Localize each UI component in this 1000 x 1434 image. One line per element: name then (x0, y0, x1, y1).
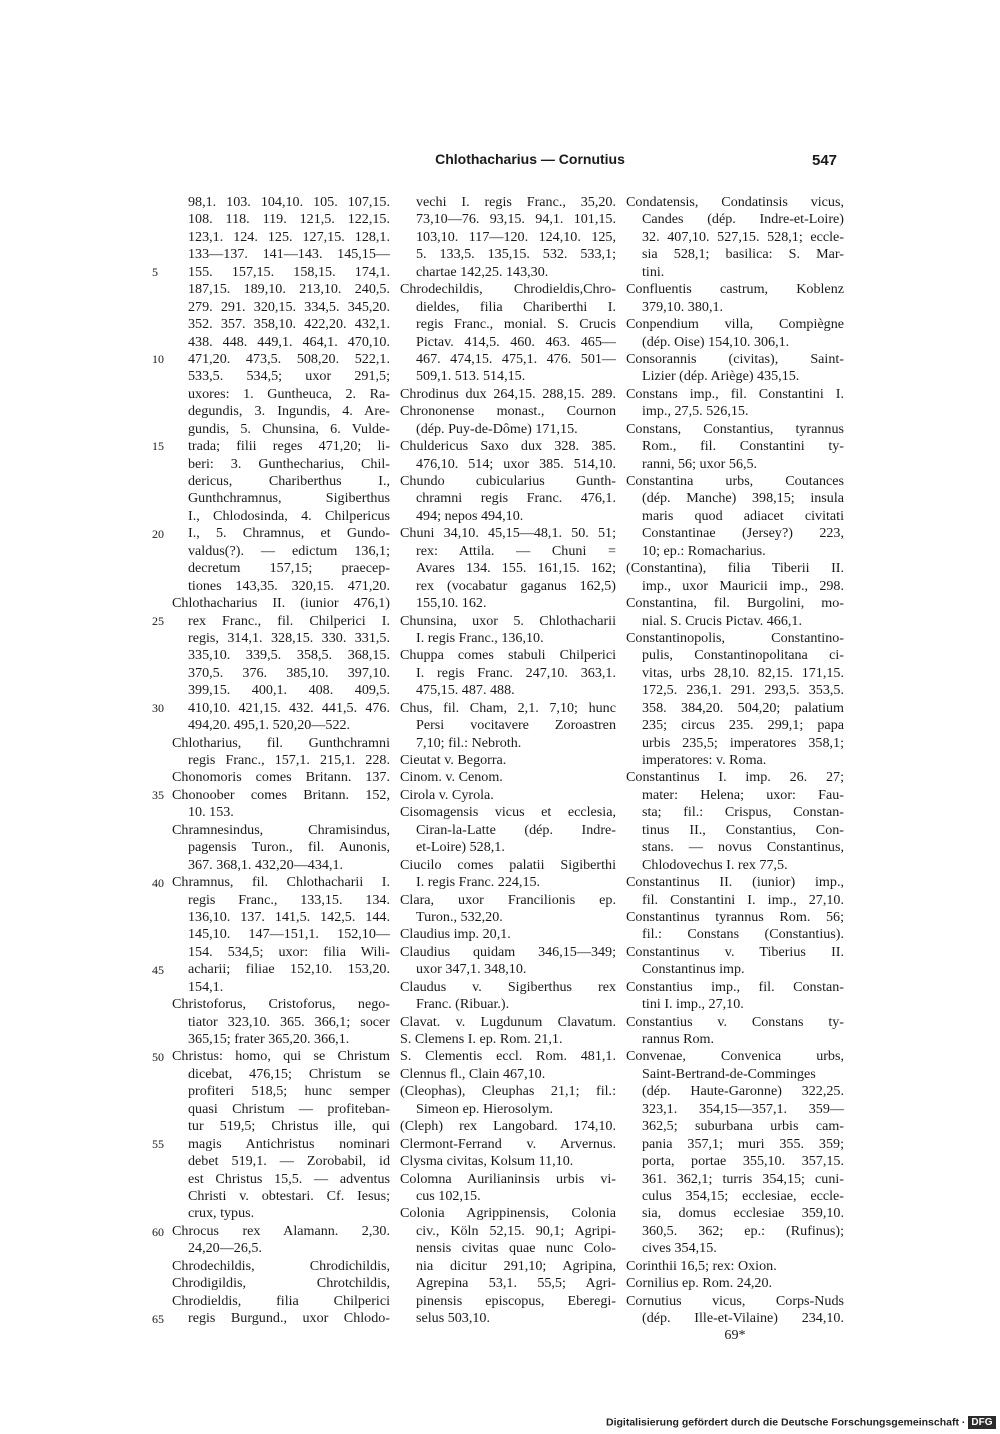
index-line: 494; nepos 494,10. (416, 507, 524, 524)
margin-line-number: 40 (152, 875, 164, 890)
index-line: (dép. Manche) 398,15; insula (642, 490, 844, 507)
index-line: 10. 153. (188, 804, 234, 821)
index-line: 154. 534,5; uxor: filia Wili- (188, 943, 390, 960)
index-line: imperatores: v. Roma. (642, 752, 767, 768)
digitization-footer (606, 1416, 996, 1429)
margin-line-number: 20 (152, 526, 164, 541)
index-line: pagensis Turon., fil. Aunonis, (188, 839, 390, 856)
index-line: Lizier (dép. Ariège) 435,15. (642, 368, 800, 385)
index-line: Convenae, Convenica urbs, (626, 1048, 844, 1065)
index-line: 370,5. 376. 385,10. 397,10. (188, 664, 390, 681)
index-line: Chunsina, uxor 5. Chlothacharii (400, 612, 616, 629)
index-line: Constantius v. Constans ty- (626, 1013, 844, 1030)
index-line: 155. 157,15. 158,15. 174,1. (188, 263, 390, 280)
index-line: 123,1. 124. 125. 127,15. 128,1. (188, 228, 390, 245)
index-line: 103,10. 117—120. 124,10. 125, (416, 228, 616, 245)
index-line: Clara, uxor Francilionis ep. (400, 891, 616, 908)
index-line: Chramnus, fil. Chlothacharii I. (172, 874, 390, 891)
page-header (0, 151, 1000, 175)
index-column-2 (400, 194, 616, 1327)
index-line: fil.: Constans (Constantius). (642, 926, 844, 943)
index-line: gundis, 5. Chunsina, 6. Vulde- (188, 420, 390, 437)
index-line: imp., uxor Mauricii imp., 298. (642, 577, 844, 594)
index-line: Cirola v. Cyrola. (400, 786, 494, 803)
index-line: 335,10. 339,5. 358,5. 368,15. (188, 647, 390, 664)
index-line: 32. 407,10. 527,15. 528,1; eccle- (642, 228, 844, 245)
index-line: profiteri 518,5; hunc semper (188, 1083, 390, 1100)
index-line: Avares 134. 155. 161,15. 162; (416, 560, 616, 577)
index-line: Cornilius ep. Rom. 24,20. (626, 1275, 773, 1292)
index-line: nia dicitur 291,10; Agripina, (416, 1257, 616, 1274)
index-line: mater: Helena; uxor: Fau- (642, 786, 844, 803)
page-number: 547 (812, 152, 838, 169)
index-line: Chlodovechus I. rex 77,5. (642, 856, 788, 873)
index-column-1 (172, 194, 390, 1327)
index-line: Ciran-la-Latte (dép. Indre- (416, 821, 616, 838)
index-line: rex (vocabatur gaganus 162,5) (416, 577, 616, 594)
index-line: 438. 448. 449,1. 464,1. 470,10. (188, 333, 390, 350)
index-line: magis Antichristus nominari (188, 1135, 390, 1152)
index-line: Constantinopolis, Constantino- (626, 629, 844, 646)
index-line: Chrocus rex Alamann. 2,30. (172, 1222, 390, 1239)
index-line: ranni, 56; uxor 56,5. (642, 455, 758, 472)
index-line: 533,5. 534,5; uxor 291,5; (188, 368, 390, 385)
margin-line-number: 55 (152, 1137, 164, 1152)
index-line: 509,1. 513. 514,15. (416, 368, 526, 385)
margin-line-number: 15 (152, 439, 164, 454)
index-column-3 (626, 194, 844, 1345)
index-line: degundis, 3. Ingundis, 4. Are- (188, 403, 390, 420)
index-line: 136,10. 137. 141,5. 142,5. 144. (188, 908, 390, 925)
index-line: nensis civitas quae nunc Colo- (416, 1240, 616, 1257)
index-line: Claudius imp. 20,1. (400, 926, 511, 943)
index-line: 24,20—26,5. (188, 1240, 262, 1257)
index-line: dicebat, 476,15; Christum se (188, 1065, 390, 1082)
index-line: 467. 474,15. 475,1. 476. 501— (416, 350, 616, 367)
index-line: 73,10—76. 93,15. 94,1. 101,15. (416, 211, 616, 228)
index-line: I., Chlodosinda, 4. Chilpericus (188, 507, 390, 524)
index-line: I., 5. Chramnus, et Gundo- (188, 525, 390, 542)
index-line: 475,15. 487. 488. (416, 682, 515, 699)
index-line: Consorannis (civitas), Saint- (626, 350, 844, 367)
index-line: S. Clemens I. ep. Rom. 21,1. (400, 1031, 563, 1047)
index-line: 362,5; suburbana urbis cam- (642, 1118, 844, 1135)
index-line: Saint-Bertrand-de-Comminges (642, 1065, 816, 1082)
index-line: cives 354,15. (642, 1240, 717, 1257)
index-line: I. regis Franc. 247,10. 363,1. (416, 664, 616, 681)
index-line: 379,10. 380,1. (642, 298, 724, 315)
index-line: 108. 118. 119. 121,5. 122,15. (188, 211, 390, 228)
index-line: Christus: homo, qui se Christum (172, 1048, 390, 1065)
index-line: tur 519,5; Christus ille, qui (188, 1118, 390, 1135)
index-line: (Cleph) rex Langobard. 174,10. (400, 1118, 616, 1135)
index-line: dericus, Chariberthus I., (188, 473, 390, 489)
index-line: (Constantina), filia Tiberii II. (626, 560, 844, 577)
index-line: Confluentis castrum, Koblenz (626, 281, 844, 298)
index-line: Franc. (Ribuar.). (416, 996, 510, 1013)
index-line: Constantina, fil. Burgolini, mo- (626, 595, 844, 612)
index-line: Chrodechildis, Chrodieldis,Chro- (400, 281, 616, 298)
index-line: regis Franc., 157,1. 215,1. 228. (188, 752, 390, 768)
index-line: I. regis Franc., 136,10. (416, 629, 544, 646)
index-line: 154,1. (188, 978, 224, 995)
index-line: tiator 323,10. 365. 366,1; socer (188, 1013, 390, 1030)
dfg-logo: DFG (968, 1416, 995, 1429)
margin-line-number: 65 (152, 1311, 164, 1326)
index-line: Constantinus tyrannus Rom. 56; (626, 908, 844, 925)
index-line: Clennus fl., Clain 467,10. (400, 1065, 546, 1082)
index-line: 476,10. 514; uxor 385. 514,10. (416, 455, 616, 472)
index-line: est Christus 15,5. — adventus (188, 1170, 390, 1187)
index-line: 133—137. 141—143. 145,15— (188, 246, 390, 263)
index-line: beri: 3. Gunthecharius, Chil- (188, 455, 390, 472)
index-line: chartae 142,25. 143,30. (416, 263, 549, 280)
index-line: pulis, Constantinopolitana ci- (642, 647, 844, 664)
index-line: Chonoober comes Britann. 152, (172, 786, 390, 803)
index-line: decretum 157,15; praecep- (188, 560, 390, 577)
index-line: imp., 27,5. 526,15. (642, 403, 749, 420)
index-line: cus 102,15. (416, 1187, 481, 1204)
index-line: selus 503,10. (416, 1310, 490, 1326)
index-line: culus 354,15; ecclesiae, eccle- (642, 1187, 844, 1204)
index-line: sia, domus ecclesiae 359,10. (642, 1205, 844, 1222)
index-line: 360,5. 362; ep.: (Rufinus); (642, 1222, 844, 1239)
index-line: Turon., 532,20. (416, 908, 503, 925)
index-line: Corinthii 16,5; rex: Oxion. (626, 1257, 777, 1274)
index-line: dieldes, filia Chariberthi I. (416, 298, 616, 315)
index-line: Chrodigildis, Chrotchildis, (172, 1275, 390, 1292)
index-line: tini. (642, 263, 665, 280)
index-line: 172,5. 236,1. 291. 293,5. 353,5. (642, 682, 844, 699)
index-line: fil. Constantini I. imp., 27,10. (642, 891, 844, 908)
index-line: 361. 362,1; turris 354,15; cuni- (642, 1170, 844, 1187)
index-line: 5. 133,5. 135,15. 532. 533,1; (416, 246, 616, 263)
index-line: Condatensis, Condatinsis vicus, (626, 194, 844, 210)
index-line: (Cleophas), Cleuphas 21,1; fil.: (400, 1083, 616, 1100)
margin-line-number: 10 (152, 352, 164, 367)
index-line: Chrodechildis, Chrodichildis, (172, 1257, 390, 1274)
index-line: debet 519,1. — Zorobabil, id (188, 1153, 390, 1170)
index-line: Colonia Agrippinensis, Colonia (400, 1205, 616, 1222)
index-line: maris quod adiacet civitati (642, 507, 844, 524)
index-line: acharii; filiae 152,10. 153,20. (188, 961, 390, 978)
index-line: 494,20. 495,1. 520,20—522. (188, 717, 351, 734)
index-line: sta; fil.: Crispus, Constan- (642, 804, 844, 821)
index-line: 98,1. 103. 104,10. 105. 107,15. (188, 194, 390, 210)
index-line: 10; ep.: Romacharius. (642, 542, 766, 559)
index-line: urbis 235,5; imperatores 358,1; (642, 734, 844, 751)
index-line: tinus II., Constantius, Con- (642, 821, 844, 838)
index-line: valdus(?). — edictum 136,1; (188, 542, 390, 559)
index-line: 187,15. 189,10. 213,10. 240,5. (188, 281, 390, 298)
index-line: Cieutat v. Begorra. (400, 752, 507, 768)
index-line: Claudius quidam 346,15—349; (400, 943, 616, 960)
index-line: Persi vocitavere Zoroastren (416, 717, 616, 734)
index-line: 145,10. 147—151,1. 152,10— (188, 926, 390, 943)
index-line: Claudus v. Sigiberthus rex (400, 978, 616, 995)
index-line: civ., Köln 52,15. 90,1; Agripi- (416, 1222, 616, 1239)
index-line: Rom., fil. Constantini ty- (642, 438, 844, 455)
index-line: 367. 368,1. 432,20—434,1. (188, 856, 344, 873)
index-line: Christi v. obtestari. Cf. Iesus; (188, 1187, 390, 1204)
index-line: regis Franc., monial. S. Crucis (416, 316, 616, 333)
index-line: Conpendium villa, Compiègne (626, 316, 844, 333)
index-line: Chrodinus dux 264,15. 288,15. 289. (400, 385, 616, 402)
index-line: nial. S. Crucis Pictav. 466,1. (642, 612, 802, 629)
index-line: quasi Christum — profiteban- (188, 1100, 390, 1117)
index-line: Constantinus imp. (642, 961, 745, 978)
index-line: Chuppa comes stabuli Chilperici (400, 647, 616, 664)
index-line: Ciucilo comes palatii Sigiberthi (400, 856, 616, 873)
index-line: regis, 314,1. 328,15. 330. 331,5. (188, 629, 390, 646)
index-line: Simeon ep. Hierosolym. (416, 1100, 554, 1117)
index-line: rannus Rom. (642, 1031, 715, 1047)
index-line: Gunthchramnus, Sigiberthus (188, 490, 390, 507)
running-head-title: Chlothacharius — Cornutius (435, 151, 625, 167)
index-line: Clysma civitas, Kolsum 11,10. (400, 1153, 574, 1170)
index-line: regis Burgund., uxor Chlodo- (188, 1310, 390, 1326)
index-line: Chuni 34,10. 45,15—48,1. 50. 51; (400, 525, 616, 542)
index-line: uxores: 1. Guntheuca, 2. Ra- (188, 385, 390, 402)
index-line: (dép. Haute-Garonne) 322,25. (642, 1083, 844, 1100)
index-line: uxor 347,1. 348,10. (416, 961, 527, 978)
index-line: vechi I. regis Franc., 35,20. (416, 194, 616, 210)
index-line: Chrodieldis, filia Chilperici (172, 1292, 390, 1309)
margin-line-number: 30 (152, 701, 164, 716)
index-line: chramni regis Franc. 476,1. (416, 490, 616, 507)
index-line: 235; circus 235. 299,1; papa (642, 717, 844, 734)
index-line: tini I. imp., 27,10. (642, 996, 744, 1013)
index-line: 69* (724, 1327, 746, 1344)
index-line: tiones 143,35. 320,15. 471,20. (188, 577, 390, 594)
index-line: (dép. Oise) 154,10. 306,1. (642, 333, 790, 350)
index-line: Chlothacharius II. (iunior 476,1) (172, 595, 390, 612)
index-line: Constans, Constantius, tyrannus (626, 420, 844, 437)
index-line: (dép. Ille-et-Vilaine) 234,10. (642, 1310, 844, 1326)
index-line: Pictav. 414,5. 460. 463. 465— (416, 333, 616, 350)
index-line: Candes (dép. Indre-et-Loire) (642, 211, 844, 228)
index-line: Constantinus v. Tiberius II. (626, 943, 844, 960)
index-line: Constantinus II. (iunior) imp., (626, 874, 844, 891)
index-line: Constantinus I. imp. 26. 27; (626, 769, 844, 786)
index-line: stans. — novus Constantinus, (642, 839, 844, 856)
index-line: Constantius imp., fil. Constan- (626, 978, 844, 995)
index-line: Clavat. v. Lugdunum Clavatum. (400, 1013, 616, 1030)
index-line: Chundo cubicularius Gunth- (400, 473, 616, 489)
index-line: Agrepina 53,1. 55,5; Agri- (416, 1275, 616, 1292)
index-line: rex Franc., fil. Chilperici I. (188, 612, 390, 629)
index-line: 7,10; fil.: Nebroth. (416, 734, 522, 751)
index-line: 323,1. 354,15—357,1. 359— (642, 1100, 844, 1117)
index-line: crux, typus. (188, 1205, 255, 1222)
index-line: rex: Attila. — Chuni = (416, 542, 616, 559)
index-line: Cisomagensis vicus et ecclesia, (400, 804, 616, 821)
index-line: Constans imp., fil. Constantini I. (626, 385, 844, 402)
margin-line-number: 25 (152, 613, 164, 628)
index-line: Cinom. v. Cenom. (400, 769, 503, 786)
index-line: Clermont-Ferrand v. Arvernus. (400, 1135, 616, 1152)
index-line: 352. 357. 358,10. 422,20. 432,1. (188, 316, 390, 333)
index-line: Chonomoris comes Britann. 137. (172, 769, 390, 786)
index-line: S. Clementis eccl. Rom. 481,1. (400, 1048, 616, 1065)
index-line: Constantinae (Jersey?) 223, (642, 525, 844, 542)
margin-line-number: 45 (152, 962, 164, 977)
margin-line-number: 50 (152, 1050, 164, 1065)
index-line: regis Franc., 133,15. 134. (188, 891, 390, 908)
index-line: (dép. Puy-de-Dôme) 171,15. (416, 420, 578, 437)
index-line: pania 357,1; muri 355. 359; (642, 1135, 844, 1152)
index-line: trada; filii reges 471,20; li- (188, 438, 390, 455)
index-line: 410,10. 421,15. 432. 441,5. 476. (188, 699, 390, 716)
index-line: vitas, urbs 28,10. 82,15. 171,15. (642, 664, 844, 681)
index-line: et-Loire) 528,1. (416, 839, 505, 856)
index-line: Chrononense monast., Cournon (400, 403, 616, 420)
margin-line-number: 35 (152, 788, 164, 803)
index-line: 279. 291. 320,15. 334,5. 345,20. (188, 298, 390, 315)
index-line: Colomna Aurilianinsis urbis vi- (400, 1170, 616, 1187)
index-line: Chuldericus Saxo dux 328. 385. (400, 438, 616, 455)
index-line: Chlotharius, fil. Gunthchramni (172, 734, 390, 751)
index-line: Cornutius vicus, Corps-Nuds (626, 1292, 844, 1309)
index-line: porta, portae 355,10. 357,15. (642, 1153, 844, 1170)
index-line: 471,20. 473,5. 508,20. 522,1. (188, 350, 390, 367)
index-line: 155,10. 162. (416, 595, 487, 612)
index-line: Chramnesindus, Chramisindus, (172, 821, 390, 838)
index-line: 399,15. 400,1. 408. 409,5. (188, 682, 390, 699)
index-line: 358. 384,20. 504,20; palatium (642, 699, 844, 716)
index-line: 365,15; frater 365,20. 366,1. (188, 1031, 350, 1047)
footer-text: Digitalisierung gefördert durch die Deutsche Forschungsgemeinschaft · (606, 1416, 966, 1429)
index-line: Christoforus, Cristoforus, nego- (172, 996, 390, 1013)
index-line: Chus, fil. Cham, 2,1. 7,10; hunc (400, 699, 616, 716)
index-line: I. regis Franc. 224,15. (416, 874, 541, 891)
index-line: Constantina urbs, Coutances (626, 473, 844, 489)
margin-line-number: 5 (152, 264, 158, 279)
margin-line-number: 60 (152, 1224, 164, 1239)
index-line: sia 528,1; basilica: S. Mar- (642, 246, 844, 263)
index-line: pinensis episcopus, Eberegi- (416, 1292, 616, 1309)
